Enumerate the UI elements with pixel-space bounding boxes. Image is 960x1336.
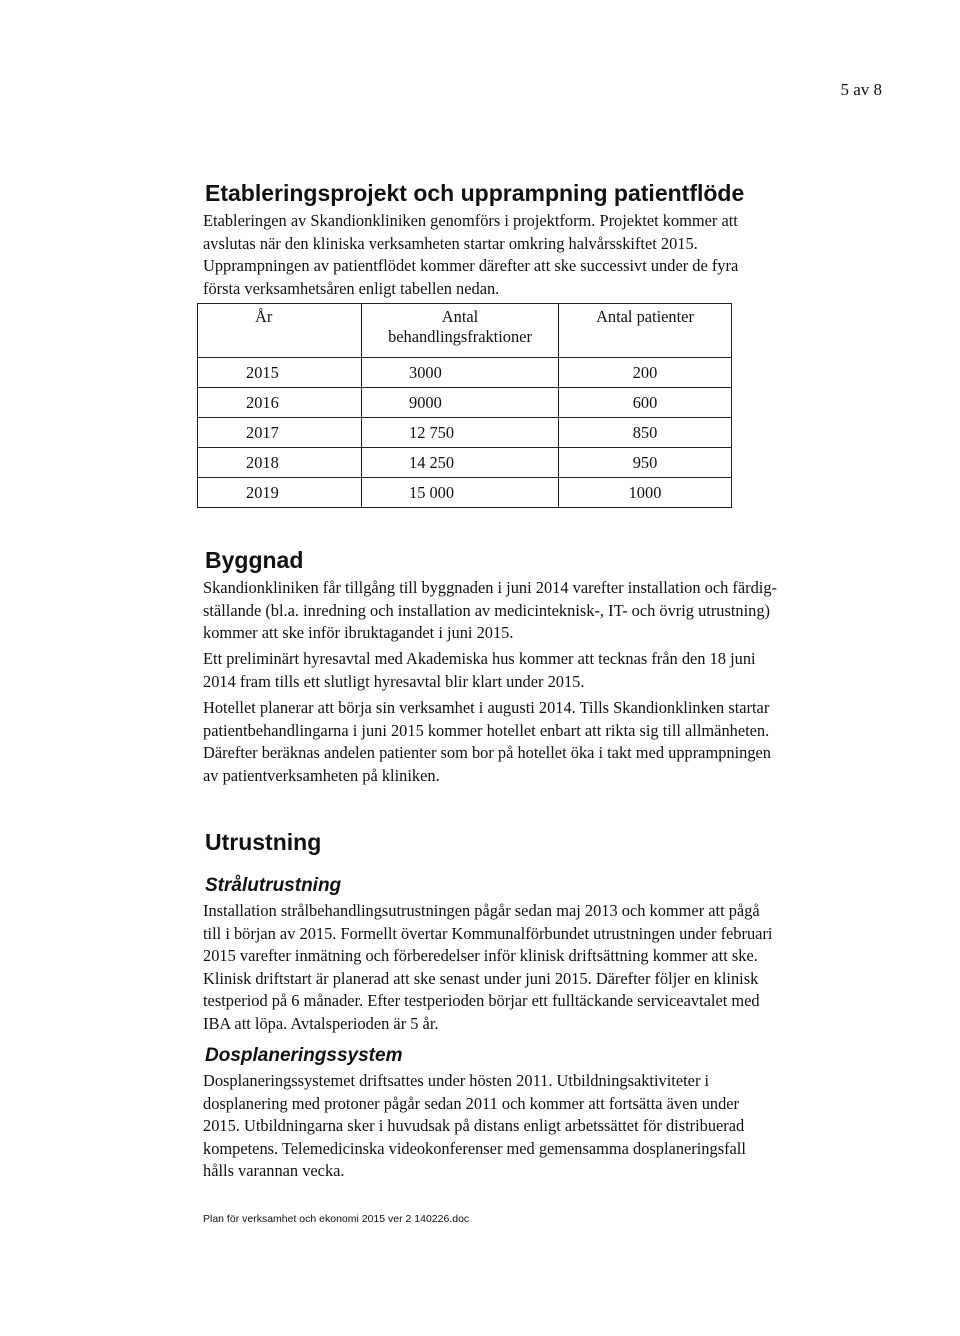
text-line: avslutas när den kliniska verksamheten startar omkring halvårsskiftet 2015. bbox=[203, 233, 698, 253]
text-line: 2014 fram tills ett slutligt hyresavtal blir klart under 2015. bbox=[203, 671, 585, 691]
cell-fractions: 3000 bbox=[362, 358, 559, 388]
text-line: IBA att löpa. Avtalsperioden är 5 år. bbox=[203, 1013, 439, 1033]
paragraph-byggnad-1 bbox=[203, 577, 823, 645]
cell-fractions: 15 000 bbox=[362, 478, 559, 508]
text-line: kompetens. Telemedicinska videokonferenser med gemensamma dosplaneringsfall bbox=[203, 1138, 746, 1158]
cell-year: 2018 bbox=[198, 448, 362, 478]
text-line: Därefter beräknas andelen patienter som bor på hotellet öka i takt med upprampningen bbox=[203, 743, 771, 763]
text-line: Dosplaneringssystemet driftsattes under hösten 2011. Utbildningsaktiviteter i bbox=[203, 1071, 710, 1090]
text-line: till i början av 2015. Formellt övertar Kommunalförbundet utrustningen under februari bbox=[203, 923, 773, 943]
header-fractions-line1: Antal bbox=[441, 307, 479, 326]
text-line: ställande (bl.a. inredning och installation av medicinteknisk-, IT- och övrig utrustning) bbox=[203, 600, 771, 620]
cell-year: 2019 bbox=[198, 478, 362, 508]
text-line: Skandionkliniken får tillgång till byggnaden i juni 2014 varefter installation och färdig- bbox=[203, 578, 777, 597]
cell-fractions: 9000 bbox=[362, 388, 559, 418]
cell-year: 2016 bbox=[198, 388, 362, 418]
text-line: 2015. Utbildningarna sker i huvudsak på distans enligt arbetssättet för distribuerad bbox=[203, 1116, 745, 1136]
header-patients: Antal patienter bbox=[559, 304, 732, 358]
text-line: hålls varannan vecka. bbox=[203, 1161, 345, 1181]
paragraph-dosplaneringssystem bbox=[203, 1070, 823, 1183]
subheading-stralutrustning: Strålutrustning bbox=[205, 875, 342, 896]
cell-patients: 1000 bbox=[559, 478, 732, 508]
section-heading-utrustning: Utrustning bbox=[205, 829, 322, 855]
cell-year: 2017 bbox=[198, 418, 362, 448]
text-line: Hotellet planerar att börja sin verksamhet i augusti 2014. Tills Skandionklinken startar bbox=[203, 698, 770, 717]
paragraph-stralutrustning bbox=[203, 900, 823, 1036]
cell-patients: 850 bbox=[559, 418, 732, 448]
text-line: patientbehandlingarna i juni 2015 kommer hotellet enbart att rikta sig till allmänheten. bbox=[203, 720, 770, 740]
text-line: av patientverksamheten på kliniken. bbox=[203, 765, 440, 785]
text-line: testperiod på 6 månader. Efter testperioden börjar ett fulltäckande serviceavtalet med bbox=[203, 991, 760, 1011]
cell-patients: 950 bbox=[559, 448, 732, 478]
paragraph-byggnad-3 bbox=[203, 697, 823, 787]
table-row bbox=[198, 388, 732, 418]
cell-fractions: 14 250 bbox=[362, 448, 559, 478]
text-line: Klinisk driftstart är planerad att ske senast under juni 2015. Därefter följer en klinisk bbox=[203, 968, 759, 988]
subheading-dosplaneringssystem: Dosplaneringssystem bbox=[205, 1045, 403, 1066]
header-fractions-line2: behandlingsfraktioner bbox=[388, 327, 532, 346]
cell-fractions: 12 750 bbox=[362, 418, 559, 448]
cell-patients: 200 bbox=[559, 358, 732, 388]
section-heading-byggnad: Byggnad bbox=[205, 547, 304, 573]
text-line: Ett preliminärt hyresavtal med Akademiska hus kommer att tecknas från den 18 juni bbox=[203, 649, 756, 668]
page-footer: Plan för verksamhet och ekonomi 2015 ver 2 140226.doc bbox=[203, 1213, 470, 1225]
table-row bbox=[198, 358, 732, 388]
text-line: Etableringen av Skandionkliniken genomförs i projektform. Projektet kommer att bbox=[203, 211, 738, 230]
text-line: Upprampningen av patientflödet kommer därefter att ske successivt under de fyra bbox=[203, 256, 739, 276]
table-row bbox=[198, 478, 732, 508]
table-header-row bbox=[198, 304, 732, 358]
text-line: kommer att ske inför ibruktagandet i juni 2015. bbox=[203, 623, 514, 643]
header-year: År bbox=[198, 304, 362, 358]
table-row bbox=[198, 418, 732, 448]
cell-year: 2015 bbox=[198, 358, 362, 388]
text-line: dosplanering med protoner pågår sedan 2011 och kommer att fortsätta även under bbox=[203, 1093, 740, 1113]
paragraph-etablering bbox=[203, 210, 823, 300]
upprampning-table bbox=[197, 303, 732, 508]
text-line: 2015 varefter inmätning och förberedelser inför klinisk driftsättning kommer att ske. bbox=[203, 946, 758, 966]
page-number: 5 av 8 bbox=[840, 80, 882, 99]
section-heading-etableringsprojekt: Etableringsprojekt och upprampning patientflöde bbox=[205, 180, 745, 206]
header-fractions bbox=[362, 304, 559, 358]
table-row bbox=[198, 448, 732, 478]
cell-patients: 600 bbox=[559, 388, 732, 418]
paragraph-byggnad-2 bbox=[203, 648, 823, 693]
text-line: första verksamhetsåren enligt tabellen nedan. bbox=[203, 278, 500, 298]
text-line: Installation strålbehandlingsutrustningen pågår sedan maj 2013 och kommer att pågå bbox=[203, 901, 760, 920]
